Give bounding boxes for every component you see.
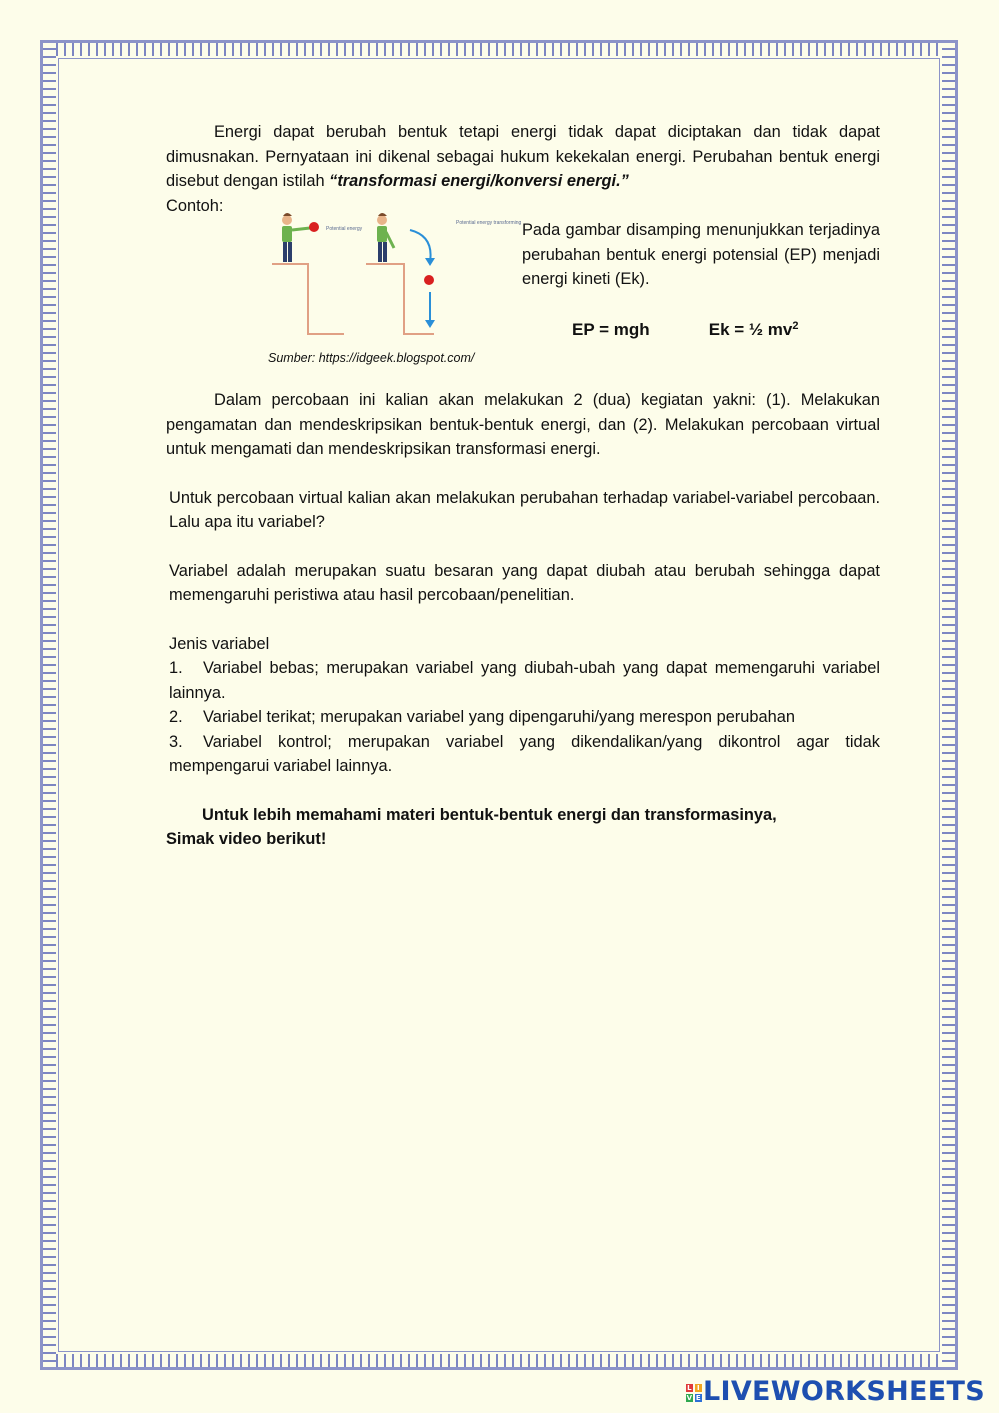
variable-question: Untuk percobaan virtual kalian akan melakukan perubahan terhadap variabel-variabel percobaan. Lalu apa itu variabel? — [169, 488, 880, 531]
example-row — [166, 202, 880, 370]
cta-line-2: Simak video berikut! — [166, 830, 327, 848]
step-right — [366, 264, 434, 334]
liveworksheets-logo — [685, 1376, 985, 1407]
energy-equations — [522, 314, 880, 343]
girl-potential-icon — [282, 213, 310, 262]
equation-ep: EP = mgh — [572, 320, 650, 340]
logo-mark-icon: L I V E — [686, 1383, 702, 1402]
types-heading: Jenis variabel — [169, 634, 270, 653]
logo-text: LIVEWORKSHEETS — [702, 1376, 985, 1407]
curve-arrow-icon — [410, 230, 431, 262]
falling-ball-icon — [424, 275, 434, 285]
label-kinetic: Potential energy transforming — [456, 220, 522, 226]
energy-illustration — [166, 202, 522, 342]
figure-caption: Sumber: https://idgeek.blogspot.com/ — [268, 350, 475, 365]
list-item: 2. Variabel terikat; merupakan variabel yang dipengaruhi/yang merespon perubahan — [169, 708, 795, 726]
energy-figure — [166, 202, 522, 370]
step-left — [272, 264, 344, 334]
intro-paragraph: Energi dapat berubah bentuk tetapi energi tidak dapat diciptakan dan tidak dapat dimusnakan. Pernyataan ini dikenal sebagai hukum kekekalan energi. Perubahan bentuk energi disebut dengan istilah “transformasi energi/konversi energi.” — [166, 123, 880, 190]
ball-icon — [309, 222, 319, 232]
cta-line-1: Untuk lebih memahami materi bentuk-bentuk energi dan transformasinya, — [202, 805, 777, 824]
list-item: 1. Variabel bebas; merupakan variabel yang diubah-ubah yang dapat memengaruhi variabel lainnya. — [169, 659, 880, 702]
label-potential: Potential energy — [326, 226, 363, 232]
emphasis-term: “transformasi energi/konversi energi.” — [329, 172, 629, 190]
side-column — [522, 202, 880, 370]
variable-types — [166, 632, 880, 779]
side-description: Pada gambar disamping menunjukkan terjadinya perubahan bentuk energi potensial (EP) menjadi energi kineti (Ek). — [522, 221, 880, 288]
activity-paragraph: Dalam percobaan ini kalian akan melakukan 2 (dua) kegiatan yakni: (1). Melakukan pengamatan dan mendeskripsikan bentuk-bentuk energi, dan (2). Melakukan percobaan virtual untuk mengamati dan mendeskripsikan transformasi energi. — [166, 391, 880, 458]
worksheet-content — [166, 120, 880, 852]
girl-kinetic-icon — [377, 213, 394, 262]
equation-ek: Ek = ½ $mv^2$ — [708, 319, 799, 340]
example-label: Contoh: — [166, 196, 224, 215]
variable-definition: Variabel adalah merupakan suatu besaran yang dapat diubah atau berubah sehingga dapat memengaruhi peristiwa atau hasil percobaan/penelitian. — [169, 561, 880, 604]
list-item: 3. Variabel kontrol; merupakan variabel yang dikendalikan/yang dikontrol agar tidak mempengarui variabel lainnya. — [169, 732, 880, 775]
